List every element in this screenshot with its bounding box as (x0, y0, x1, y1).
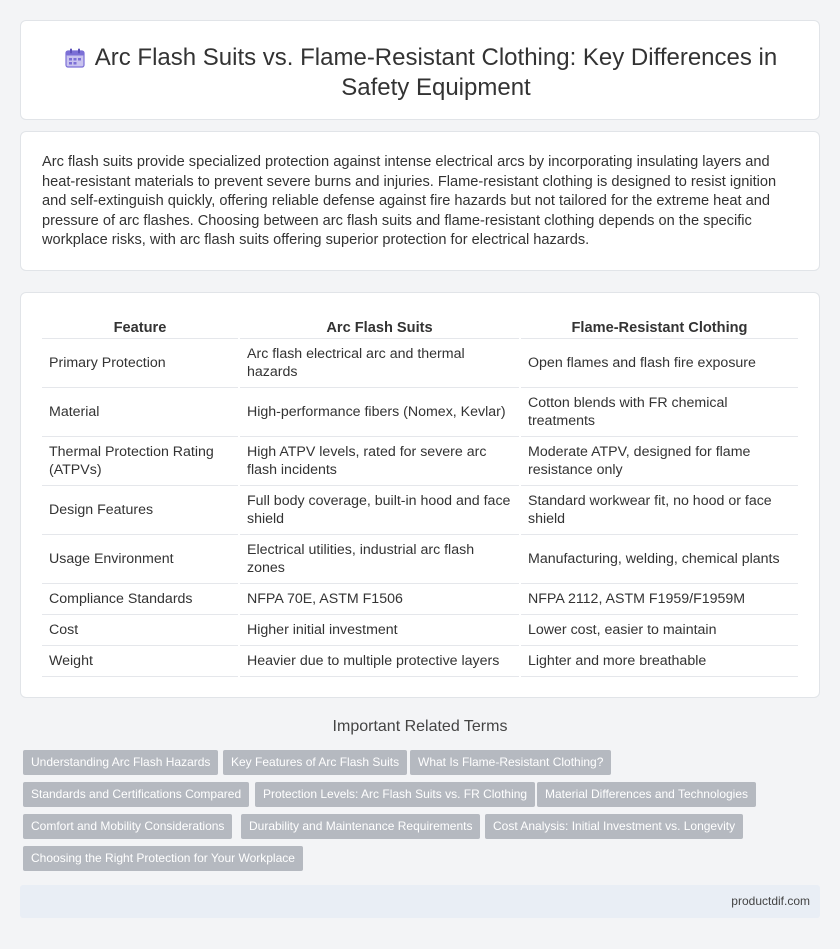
comparison-table (42, 314, 798, 677)
table-cell: Heavier due to multiple protective layers (239, 645, 520, 676)
table-header-row (42, 314, 798, 338)
header-feature: Feature (42, 314, 239, 338)
related-term-tag[interactable]: What Is Flame-Resistant Clothing? (410, 750, 611, 775)
table-cell: Cost (42, 614, 239, 645)
table-cell: Manufacturing, welding, chemical plants (520, 534, 798, 583)
summary-paragraph: Arc flash suits provide specialized protection against intense electrical arcs by incorporating insulating layers and heat-resistant materials to prevent severe burns and injuries. Flame-resistant clothing is designed to resist ignition and self-extinguish quickly, offering reliable defense against fire hazards but not tailored for the extreme heat and pressure of arc flashes. Choosing between arc flash suits and flame-resistant clothing depends on the specific workplace risks, with arc flash suits offering superior protection for electrical hazards. (42, 154, 777, 249)
table-cell: Usage Environment (42, 534, 239, 583)
page-title: Arc Flash Suits vs. Flame-Resistant Clothing: Key Differences in Safety Equipment (94, 44, 778, 101)
table-cell: Primary Protection (42, 338, 239, 387)
related-term-tag[interactable]: Understanding Arc Flash Hazards (23, 750, 218, 775)
table-cell: Weight (42, 645, 239, 676)
header-flame-resistant-clothing: Flame-Resistant Clothing (520, 314, 798, 338)
related-terms-title: Important Related Terms (332, 718, 508, 735)
table-cell: Compliance Standards (42, 583, 239, 614)
table-row (42, 485, 798, 534)
table-cell: Open flames and flash fire exposure (520, 338, 798, 387)
table-cell: Lighter and more breathable (520, 645, 798, 676)
related-term-tag[interactable]: Key Features of Arc Flash Suits (223, 750, 407, 775)
related-term-tag[interactable]: Protection Levels: Arc Flash Suits vs. FR Clothing (255, 782, 535, 807)
table-cell: NFPA 70E, ASTM F1506 (239, 583, 520, 614)
table-cell: Lower cost, easier to maintain (520, 614, 798, 645)
table-row (42, 614, 798, 645)
table-cell: Thermal Protection Rating (ATPVs) (42, 436, 239, 485)
related-term-tag[interactable]: Standards and Certifications Compared (23, 782, 249, 807)
table-cell: Design Features (42, 485, 239, 534)
table-cell: Material (42, 387, 239, 436)
footer-site-name[interactable]: productdif.com (731, 894, 810, 908)
table-row (42, 645, 798, 676)
header-card (20, 20, 820, 120)
table-cell: High-performance fibers (Nomex, Kevlar) (239, 387, 520, 436)
summary-card (20, 131, 820, 271)
table-cell: High ATPV levels, rated for severe arc flash incidents (239, 436, 520, 485)
footer-bar (20, 885, 820, 918)
table-row (42, 534, 798, 583)
table-cell: NFPA 2112, ASTM F1959/F1959M (520, 583, 798, 614)
table-row (42, 436, 798, 485)
related-term-tag[interactable]: Durability and Maintenance Requirements (241, 814, 480, 839)
table-cell: Moderate ATPV, designed for flame resistance only (520, 436, 798, 485)
table-row (42, 338, 798, 387)
table-cell: Electrical utilities, industrial arc flash zones (239, 534, 520, 583)
table-cell: Higher initial investment (239, 614, 520, 645)
header-arc-flash-suits: Arc Flash Suits (239, 314, 520, 338)
related-term-tag[interactable]: Comfort and Mobility Considerations (23, 814, 232, 839)
table-cell: Cotton blends with FR chemical treatments (520, 387, 798, 436)
table-row (42, 583, 798, 614)
table-cell: Standard workwear fit, no hood or face shield (520, 485, 798, 534)
table-row (42, 387, 798, 436)
related-term-tag[interactable]: Choosing the Right Protection for Your Workplace (23, 846, 303, 871)
table-cell: Full body coverage, built-in hood and face shield (239, 485, 520, 534)
comparison-card (20, 292, 820, 698)
related-term-tag[interactable]: Cost Analysis: Initial Investment vs. Longevity (485, 814, 743, 839)
related-term-tag[interactable]: Material Differences and Technologies (537, 782, 756, 807)
table-cell: Arc flash electrical arc and thermal hazards (239, 338, 520, 387)
